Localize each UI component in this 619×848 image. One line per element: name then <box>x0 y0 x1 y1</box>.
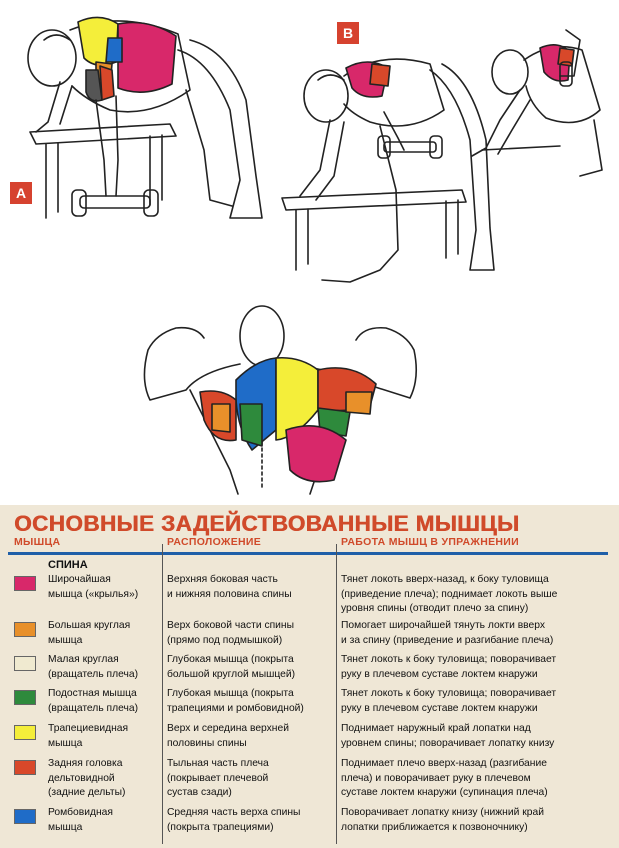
figure-d <box>144 306 416 494</box>
color-swatch <box>14 656 36 671</box>
action-cell: Тянет локоть к боку туловища; поворачивает руку в плечевом суставе локтем кнаружи <box>341 688 557 714</box>
muscle-cell: Трапециевидная мышца <box>48 723 129 749</box>
header-underline <box>8 552 608 555</box>
figure-c <box>472 30 602 176</box>
action-cell: Помогает широчайшей тянуть локти вверх и за спину (приведение и разгибание плеча) <box>341 620 554 646</box>
muscle-cell: Большая круглая мышца <box>48 620 131 646</box>
table-title: ОСНОВНЫЕ ЗАДЕЙСТВОВАННЫЕ МЫШЦЫ <box>14 511 520 536</box>
color-swatch <box>14 760 36 775</box>
label-b-badge: B <box>337 22 359 44</box>
action-cell: Тянет локоть к боку туловища; поворачивает руку в плечевом суставе локтем кнаружи <box>341 654 557 680</box>
figure-a <box>28 17 262 218</box>
action-cell: Поднимает наружный край лопатки над уровнем спины; поворачивает лопатку книзу <box>341 723 555 749</box>
section-label: СПИНА <box>48 559 88 571</box>
color-swatch <box>14 725 36 740</box>
location-cell: Глубокая мышца (покрыта трапециями и ромбовидной) <box>167 688 304 714</box>
color-swatch <box>14 809 36 824</box>
column-header-muscle: МЫШЦА <box>14 536 61 548</box>
action-cell: Поднимает плечо вверх-назад (разгибание плеча) и поворачивает руку в плечевом суставе локтем кнаружи (супинация плеча) <box>341 758 548 798</box>
muscle-cell: Задняя головка дельтовидной (задние дельты) <box>48 758 126 798</box>
color-swatch <box>14 622 36 637</box>
color-swatch <box>14 576 36 591</box>
location-cell: Верхняя боковая часть и нижняя половина спины <box>167 574 292 600</box>
action-cell: Поворачивает лопатку книзу (нижний край лопатки приближается к позвоночнику) <box>341 807 544 833</box>
muscle-cell: Подостная мышца (вращатель плеча) <box>48 688 139 714</box>
column-header-location: РАСПОЛОЖЕНИЕ <box>167 536 262 548</box>
location-cell: Верх боковой части спины (прямо под подмышкой) <box>167 620 295 646</box>
figure-b <box>282 59 494 282</box>
color-swatch <box>14 690 36 705</box>
location-cell: Глубокая мышца (покрыта большой круглой мышцей) <box>167 654 296 680</box>
muscle-cell: Малая круглая (вращатель плеча) <box>48 654 139 680</box>
location-cell: Верх и середина верхней половины спины <box>167 723 289 749</box>
location-cell: Тыльная часть плеча (покрывает плечевой сустав сзади) <box>167 758 269 798</box>
label-a-badge: A <box>10 182 32 204</box>
muscle-table-panel <box>0 505 619 848</box>
muscle-cell: Широчайшая мышца («крылья») <box>48 574 139 600</box>
action-cell: Тянет локоть вверх-назад, к боку туловища (приведение плеча); поднимает локоть выше уровня спины (отводит плечо за спину) <box>341 574 558 614</box>
muscle-cell: Ромбовидная мышца <box>48 807 113 833</box>
column-header-action: РАБОТА МЫШЦ В УПРАЖНЕНИИ <box>341 536 519 548</box>
column-divider <box>162 544 163 844</box>
location-cell: Средняя часть верха спины (покрыта трапециями) <box>167 807 301 833</box>
